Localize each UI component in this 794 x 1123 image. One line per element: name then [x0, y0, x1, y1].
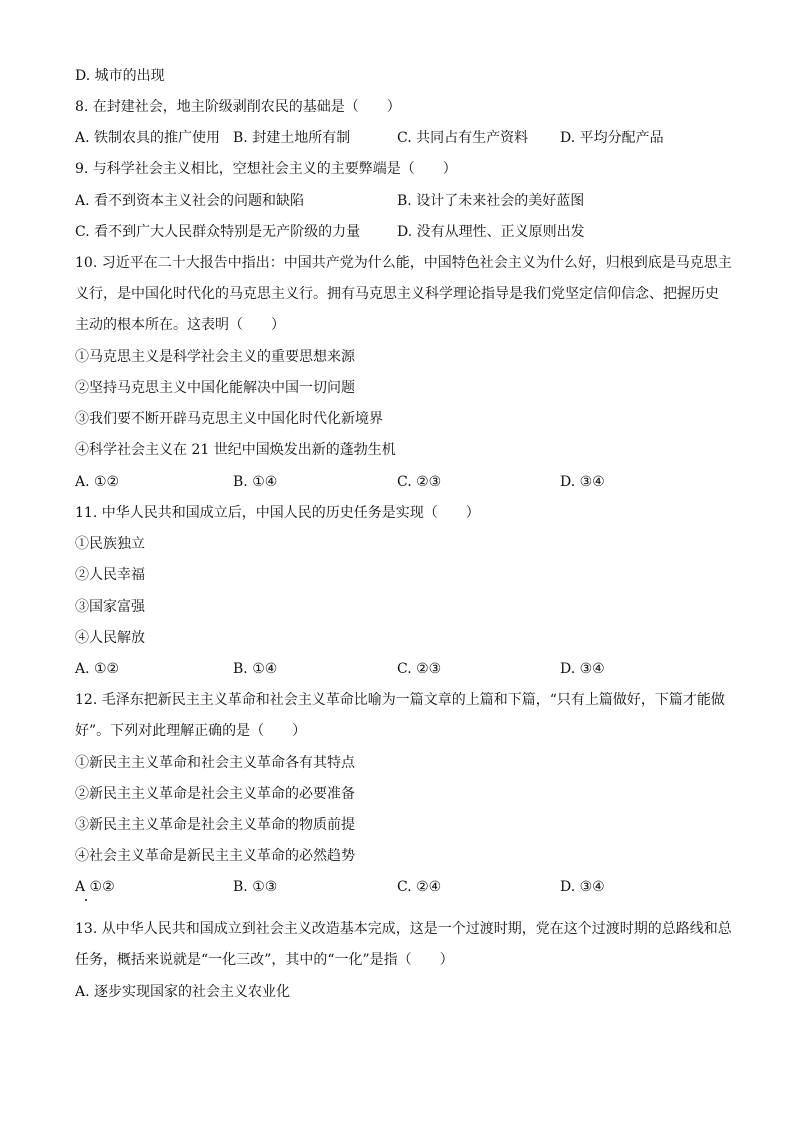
q12-option-c[interactable]: C. ②④	[397, 879, 442, 895]
q11-options	[75, 659, 735, 679]
q9-option-d[interactable]: D. 没有从理性、正义原则出发	[397, 224, 585, 240]
q12-option-a[interactable]: A ①②	[75, 879, 115, 895]
q11-stem: 11. 中华人民共和国成立后，中国人民的历史任务是实现（ ）	[75, 505, 480, 521]
q11-option-c[interactable]: C. ②③	[397, 661, 442, 677]
q10-item-3: ③我们要不断开辟马克思主义中国化时代化新境界	[75, 411, 383, 427]
q8-option-d[interactable]: D. 平均分配产品	[560, 130, 664, 146]
q10-options	[75, 472, 735, 492]
q10-option-c[interactable]: C. ②③	[397, 474, 442, 490]
q10-option-d[interactable]: D. ③④	[560, 474, 605, 490]
q13-option-a[interactable]: A. 逐步实现国家的社会主义农业化	[75, 984, 291, 1000]
q10-item-1: ①马克思主义是科学社会主义的重要思想来源	[75, 349, 355, 365]
q9-option-b[interactable]: B. 设计了未来社会的美好蓝图	[397, 193, 585, 209]
q13-stem-line-1: 13. 从中华人民共和国成立到社会主义改造基本完成，这是一个过渡时期，党在这个过渡时期的总路线和总	[75, 921, 732, 937]
q9-options-row2	[75, 222, 735, 242]
q11-item-4: ④人民解放	[75, 630, 145, 646]
q12-item-3: ③新民主主义革命是社会主义革命的物质前提	[75, 817, 355, 833]
q12-item-4: ④社会主义革命是新民主主义革命的必然趋势	[75, 848, 355, 864]
q8-option-b[interactable]: B. 封建土地所有制	[233, 130, 351, 146]
q12-stem-line-2: 好”。下列对此理解正确的是（ ）	[75, 723, 307, 739]
q9-stem: 9. 与科学社会主义相比，空想社会主义的主要弊端是（ ）	[75, 161, 457, 177]
q12-option-d[interactable]: D. ③④	[560, 879, 605, 895]
q10-option-b[interactable]: B. ①④	[233, 474, 278, 490]
q11-option-d[interactable]: D. ③④	[560, 661, 605, 677]
q8-option-a[interactable]: A. 铁制农具的推广使用	[75, 130, 221, 146]
q9-option-c[interactable]: C. 看不到广大人民群众特别是无产阶级的力量	[75, 224, 361, 240]
q10-stem-line-1: 10. 习近平在二十大报告中指出：中国共产党为什么能，中国特色社会主义为什么好，归根到底是马克思主	[75, 255, 732, 271]
q13-stem-line-2: 任务，概括来说就是“一化三改”，其中的“一化”是指（ ）	[75, 952, 454, 968]
q8-options	[75, 128, 735, 148]
q12-option-b[interactable]: B. ①③	[233, 879, 278, 895]
q9-option-a[interactable]: A. 看不到资本主义社会的问题和缺陷	[75, 193, 305, 209]
q11-item-3: ③国家富强	[75, 599, 145, 615]
q10-option-a[interactable]: A. ①②	[75, 474, 120, 490]
q11-item-2: ②人民幸福	[75, 567, 145, 583]
q11-item-1: ①民族独立	[75, 536, 145, 552]
q11-option-b[interactable]: B. ①④	[233, 661, 278, 677]
stray-dot-mark	[85, 899, 87, 901]
q10-stem-line-3: 主动的根本所在。这表明（ ）	[75, 317, 285, 333]
q10-item-4: ④科学社会主义在 21 世纪中国焕发出新的蓬勃生机	[75, 442, 396, 458]
q9-options-row1	[75, 191, 735, 211]
q12-item-2: ②新民主主义革命是社会主义革命的必要准备	[75, 786, 355, 802]
q7-option-d: D. 城市的出现	[75, 68, 165, 84]
q11-option-a[interactable]: A. ①②	[75, 661, 120, 677]
q10-item-2: ②坚持马克思主义中国化能解决中国一切问题	[75, 380, 355, 396]
q12-options	[75, 877, 735, 897]
q10-stem-line-2: 义行，是中国化时代化的马克思主义行。拥有马克思主义科学理论指导是我们党坚定信仰信念、把握历史	[75, 286, 719, 302]
q8-option-c[interactable]: C. 共同占有生产资料	[397, 130, 529, 146]
q8-stem: 8. 在封建社会，地主阶级剥削农民的基础是（ ）	[75, 99, 401, 115]
q12-stem-line-1: 12. 毛泽东把新民主主义革命和社会主义革命比喻为一篇文章的上篇和下篇，“只有上篇做好，下篇才能做	[75, 692, 725, 708]
q12-item-1: ①新民主主义革命和社会主义革命各有其特点	[75, 755, 355, 771]
